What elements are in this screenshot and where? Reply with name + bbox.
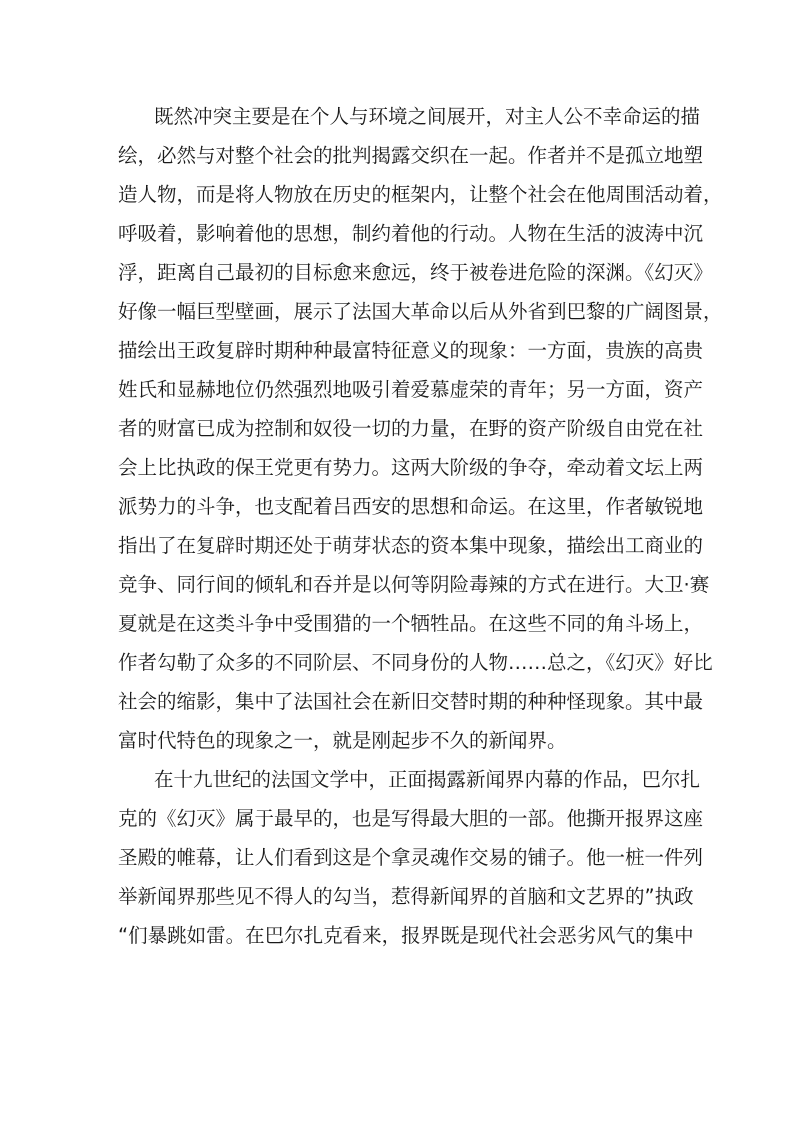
text-line: 圣殿的帷幕，让人们看到这是个拿灵魂作交易的铺子。他一桩一件列 bbox=[118, 846, 704, 869]
text-line: 举新闻界那些见不得人的勾当，惹得新闻界的首脑和文艺界的”执政 bbox=[118, 885, 694, 908]
text-line: 既然冲突主要是在个人与环境之间展开，对主人公不幸命运的描 bbox=[154, 105, 701, 128]
paragraph-2 bbox=[118, 760, 704, 955]
paragraph-1 bbox=[118, 97, 723, 760]
text-line: 造人物，而是将人物放在历史的框架内，让整个社会在他周围活动着， bbox=[118, 183, 723, 206]
text-line: 者的财富已成为控制和奴役一切的力量，在野的资产阶级自由党在社 bbox=[118, 417, 704, 440]
text-line: 描绘出王政复辟时期种种最富特征意义的现象：一方面，贵族的高贵 bbox=[118, 339, 704, 362]
text-line: “们暴跳如雷。在巴尔扎克看来，报界既是现代社会恶劣风气的集中 bbox=[118, 924, 694, 947]
text-line: 绘，必然与对整个社会的批判揭露交织在一起。作者并不是孤立地塑 bbox=[118, 144, 704, 167]
text-line: 作者勾勒了众多的不同阶层、不同身份的人物……总之，《幻灭》好比 bbox=[118, 651, 713, 674]
text-line: 在十九世纪的法国文学中，正面揭露新闻界内幕的作品，巴尔扎 bbox=[154, 768, 701, 791]
text-line: 派势力的斗争，也支配着吕西安的思想和命运。在这里，作者敏锐地 bbox=[118, 495, 704, 518]
text-line: 指出了在复辟时期还处于萌芽状态的资本集中现象，描绘出工商业的 bbox=[118, 534, 704, 557]
text-line: 富时代特色的现象之一，就是刚起步不久的新闻界。 bbox=[118, 729, 567, 752]
text-line: 姓氏和显赫地位仍然强烈地吸引着爱慕虚荣的青年；另一方面，资产 bbox=[118, 378, 704, 401]
text-line: 呼吸着，影响着他的思想，制约着他的行动。人物在生活的波涛中沉 bbox=[118, 222, 704, 245]
text-line: 浮，距离自己最初的目标愈来愈远，终于被卷进危险的深渊。《幻灭》 bbox=[118, 261, 713, 284]
text-line: 社会的缩影，集中了法国社会在新旧交替时期的种种怪现象。其中最 bbox=[118, 690, 704, 713]
text-line: 竞争、同行间的倾轧和吞并是以何等阴险毒辣的方式在进行。大卫·赛 bbox=[118, 573, 710, 596]
text-line: 克的《幻灭》属于最早的，也是写得最大胆的一部。他撕开报界这座 bbox=[118, 807, 704, 830]
body-text bbox=[118, 97, 723, 955]
text-line: 好像一幅巨型壁画，展示了法国大革命以后从外省到巴黎的广阔图景， bbox=[118, 300, 723, 323]
text-line: 会上比执政的保王党更有势力。这两大阶级的争夺，牵动着文坛上两 bbox=[118, 456, 704, 479]
text-line: 夏就是在这类斗争中受围猎的一个牺牲品。在这些不同的角斗场上， bbox=[118, 612, 704, 635]
